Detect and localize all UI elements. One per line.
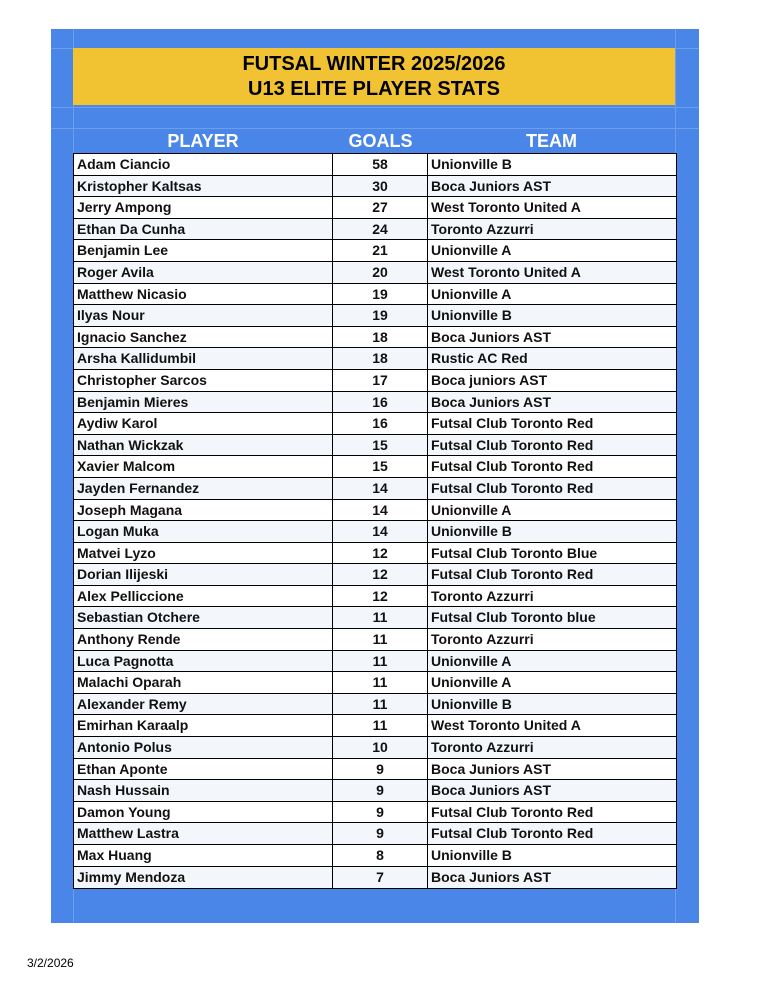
title-banner	[73, 48, 675, 105]
player-cell: Aydiw Karol	[74, 413, 333, 434]
table-row	[74, 780, 676, 802]
player-cell: Ilyas Nour	[74, 305, 333, 326]
team-cell: Toronto Azzurri	[431, 587, 534, 604]
goals-cell: 21	[333, 240, 428, 261]
team-cell: Boca Juniors AST	[431, 868, 552, 885]
team-cell: Unionville A	[431, 674, 512, 691]
table-row	[74, 305, 676, 327]
player-cell: Logan Muka	[74, 521, 333, 542]
table-row	[74, 845, 676, 867]
goals-cell: 11	[333, 651, 428, 672]
player-cell: Ethan Aponte	[74, 759, 333, 780]
team-cell: West Toronto United A	[431, 263, 581, 280]
player-cell: Anthony Rende	[74, 629, 333, 650]
table-row	[74, 456, 676, 478]
goals-cell: 9	[333, 759, 428, 780]
team-cell: Rustic AC Red	[431, 350, 528, 367]
goals-cell: 7	[333, 867, 428, 889]
goals-cell: 11	[333, 629, 428, 650]
team-cell: Boca Juniors AST	[431, 760, 552, 777]
player-cell: Dorian Ilijeski	[74, 564, 333, 585]
goals-cell: 24	[333, 219, 428, 240]
goals-cell: 16	[333, 413, 428, 434]
header-player: PLAYER	[167, 131, 239, 151]
goals-cell: 14	[333, 500, 428, 521]
team-cell: Futsal Club Toronto Red	[431, 436, 594, 453]
player-cell: Emirhan Karaalp	[74, 715, 333, 736]
player-cell: Nash Hussain	[74, 780, 333, 801]
team-cell: Futsal Club Toronto Red	[431, 566, 594, 583]
goals-cell: 19	[333, 305, 428, 326]
table-row	[74, 694, 676, 716]
goals-cell: 18	[333, 348, 428, 369]
table-row	[74, 176, 676, 198]
table-row	[74, 759, 676, 781]
team-cell: Futsal Club Toronto Red	[431, 825, 594, 842]
player-cell: Benjamin Mieres	[74, 392, 333, 413]
table-row	[74, 197, 676, 219]
player-cell: Arsha Kallidumbil	[74, 348, 333, 369]
player-cell: Nathan Wickzak	[74, 435, 333, 456]
player-cell: Luca Pagnotta	[74, 651, 333, 672]
player-cell: Sebastian Otchere	[74, 607, 333, 628]
goals-cell: 30	[333, 176, 428, 197]
player-cell: Joseph Magana	[74, 500, 333, 521]
table-row	[74, 327, 676, 349]
player-cell: Malachi Oparah	[74, 672, 333, 693]
goals-cell: 16	[333, 392, 428, 413]
team-cell: West Toronto United A	[431, 717, 581, 734]
team-cell: Unionville B	[431, 307, 512, 324]
team-cell: Boca Juniors AST	[431, 328, 552, 345]
team-cell: Futsal Club Toronto Red	[431, 415, 594, 432]
goals-cell: 12	[333, 543, 428, 564]
player-cell: Kristopher Kaltsas	[74, 176, 333, 197]
player-cell: Max Huang	[74, 845, 333, 866]
team-cell: Futsal Club Toronto Red	[431, 803, 594, 820]
spreadsheet-area	[51, 29, 699, 923]
table-row	[74, 240, 676, 262]
goals-cell: 11	[333, 715, 428, 736]
team-cell: Toronto Azzurri	[431, 739, 534, 756]
team-cell: Unionville A	[431, 652, 512, 669]
table-row	[74, 262, 676, 284]
goals-cell: 11	[333, 607, 428, 628]
header-goals: GOALS	[348, 131, 413, 151]
table-row	[74, 543, 676, 565]
player-cell: Damon Young	[74, 802, 333, 823]
team-cell: Toronto Azzurri	[431, 631, 534, 648]
table-row	[74, 737, 676, 759]
player-cell: Alexander Remy	[74, 694, 333, 715]
table-row	[74, 348, 676, 370]
table-row	[74, 521, 676, 543]
team-cell: Futsal Club Toronto Red	[431, 458, 594, 475]
player-cell: Benjamin Lee	[74, 240, 333, 261]
header-team: TEAM	[526, 131, 577, 151]
table-row	[74, 564, 676, 586]
goals-cell: 58	[333, 154, 428, 175]
player-cell: Jayden Fernandez	[74, 478, 333, 499]
table-row	[74, 500, 676, 522]
table-row	[74, 867, 676, 889]
title-line-2: U13 ELITE PLAYER STATS	[248, 78, 500, 100]
team-cell: Unionville A	[431, 285, 512, 302]
print-date: 3/2/2026	[27, 956, 74, 970]
team-cell: Boca Juniors AST	[431, 782, 552, 799]
goals-cell: 19	[333, 284, 428, 305]
player-cell: Jimmy Mendoza	[74, 867, 333, 889]
player-cell: Matvei Lyzo	[74, 543, 333, 564]
team-cell: Boca Juniors AST	[431, 177, 552, 194]
team-cell: Unionville A	[431, 501, 512, 518]
goals-cell: 18	[333, 327, 428, 348]
grid-line	[51, 107, 699, 108]
team-cell: Futsal Club Toronto blue	[431, 609, 596, 626]
team-cell: Boca Juniors AST	[431, 393, 552, 410]
player-cell: Antonio Polus	[74, 737, 333, 758]
goals-cell: 12	[333, 564, 428, 585]
goals-cell: 11	[333, 672, 428, 693]
goals-cell: 10	[333, 737, 428, 758]
goals-cell: 15	[333, 435, 428, 456]
goals-cell: 17	[333, 370, 428, 391]
goals-cell: 9	[333, 823, 428, 844]
team-cell: Unionville A	[431, 242, 512, 259]
goals-cell: 9	[333, 780, 428, 801]
table-row	[74, 823, 676, 845]
table-row	[74, 370, 676, 392]
table-row	[74, 802, 676, 824]
table-row	[74, 284, 676, 306]
table-row	[74, 651, 676, 673]
player-cell: Ignacio Sanchez	[74, 327, 333, 348]
table-row	[74, 413, 676, 435]
team-cell: Unionville B	[431, 523, 512, 540]
table-row	[74, 715, 676, 737]
player-stats-table	[73, 153, 677, 889]
title-line-1: FUTSAL WINTER 2025/2026	[242, 53, 506, 75]
table-row	[74, 219, 676, 241]
table-row	[74, 435, 676, 457]
table-row	[74, 478, 676, 500]
table-row	[74, 629, 676, 651]
player-cell: Ethan Da Cunha	[74, 219, 333, 240]
player-cell: Roger Avila	[74, 262, 333, 283]
table-row	[74, 607, 676, 629]
goals-cell: 14	[333, 521, 428, 542]
team-cell: Futsal Club Toronto Blue	[431, 544, 598, 561]
table-row	[74, 586, 676, 608]
player-cell: Alex Pelliccione	[74, 586, 333, 607]
team-cell: Unionville B	[431, 695, 512, 712]
player-cell: Matthew Nicasio	[74, 284, 333, 305]
goals-cell: 27	[333, 197, 428, 218]
goals-cell: 12	[333, 586, 428, 607]
team-cell: Boca juniors AST	[431, 371, 548, 388]
team-cell: Unionville B	[431, 156, 512, 172]
player-cell: Matthew Lastra	[74, 823, 333, 844]
table-row	[74, 672, 676, 694]
goals-cell: 15	[333, 456, 428, 477]
team-cell: Toronto Azzurri	[431, 220, 534, 237]
goals-cell: 14	[333, 478, 428, 499]
player-cell: Xavier Malcom	[74, 456, 333, 477]
player-cell: Adam Ciancio	[74, 154, 333, 175]
player-cell: Christopher Sarcos	[74, 370, 333, 391]
goals-cell: 8	[333, 845, 428, 866]
team-cell: Futsal Club Toronto Red	[431, 479, 594, 496]
team-cell: Unionville B	[431, 847, 512, 863]
goals-cell: 11	[333, 694, 428, 715]
player-cell: Jerry Ampong	[74, 197, 333, 218]
table-row	[74, 392, 676, 414]
table-row	[74, 154, 676, 176]
team-cell: West Toronto United A	[431, 199, 581, 216]
goals-cell: 20	[333, 262, 428, 283]
goals-cell: 9	[333, 802, 428, 823]
